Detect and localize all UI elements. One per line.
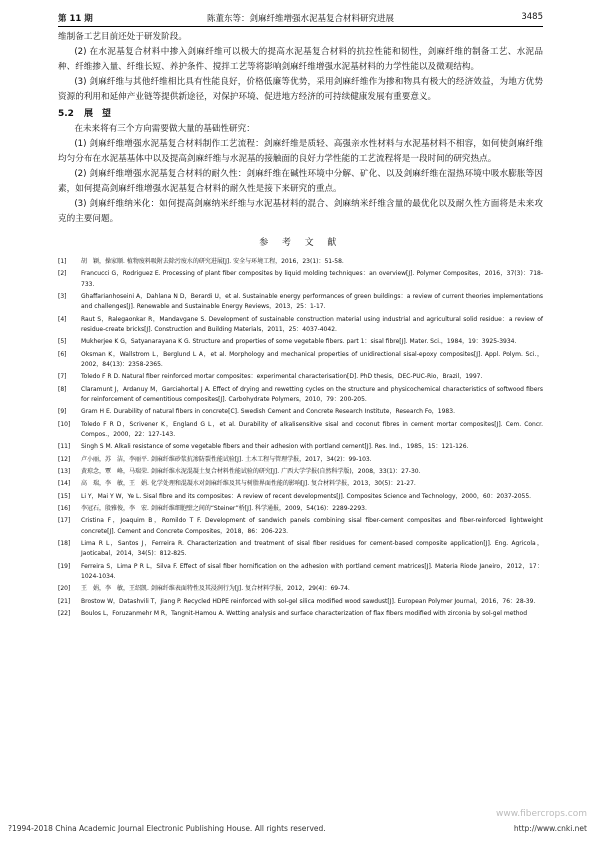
reference-text: Toledo F R D，Scrivener K，England G L，et al. Durability of alkalisensitive sisal and coconut fibres in cement mortar composites[J]. Cem. Concr. Compos.，2000，22：127-143. [81,420,543,438]
reference-text: Gram H E. Durability of natural fibers in concrete[C]. Swedish Cement and Concrete Research Institute，Research Fo，1983. [81,408,455,416]
reference-text: 王 娟，李 敏，王绍凯. 剑麻纤维表面特性及其浸润行为[J]. 复合材料学报，2012，29(4)：69-74. [81,585,350,593]
body-paragraph: 在未来将有三个方向需要做大量的基础性研究： [74,124,255,134]
reference-number: [9] [58,408,67,416]
reference-text: Ghaffarianhoseini A，Dahlana N D，Berardi U，et al. Sustainable energy performances of green buildings：a review of current theories implementations and challenges[J]. Renewable and Sustainable Energy Reviews，2013，25：1-17. [81,292,543,311]
reference-number: [19] [58,562,71,570]
reference-item [58,315,543,335]
reference-item [58,372,543,382]
reference-text: 卢小丽，苏 洁，李丽平. 剑麻纤维砂浆抗渗防裂性能试验[J]. 土木工程与管理学报，2017，34(2)：99-103. [81,455,372,463]
reference-text: Mukherjee K G，Satyanarayana K G. Structure and properties of some vegetable fibers. part 1：sisal fibre[J]. Mater. Sci.，1984，19：3925-3934. [81,338,517,346]
references-title: 参 考 文 献 [259,238,342,248]
reference-item [58,609,543,619]
reference-item [58,350,543,370]
section-heading [58,107,543,122]
body-paragraph: 维制备工艺目前还处于研发阶段。 [58,32,187,42]
reference-number: [8] [58,385,67,393]
reference-text: 黄琼念，覃 峰，马瑞荣. 剑麻纤维水泥混凝土复合材料性能试验的研究[J]. 广西大学学报(自然科学版)，2008，33(1)：27-30. [81,467,421,475]
reference-text: 高 瑞，李 敏，王 娟. 化学处理和混凝水对剑麻纤维及其与树脂界面性能的影响[J]. 复合材料学报，2013，30(5)：21-27. [81,480,416,488]
body-paragraph: (3) 剑麻纤维与其他纤维相比具有性能良好，价格低廉等优势，采用剑麻纤维作为掺和物具有极大的经济效益，为地方优势资源的利用和延伸产业链等提供新途径，对保护环境、促进地方经济的可持续健康发展有重要意义。 [58,77,543,102]
reference-item [58,257,543,267]
body-paragraph: (3) 剑麻纤维纳米化：如何提高剑麻纳米纤维与水泥基材料的混合、剑麻纳米纤维含量的最优化以及耐久性方面将是未来攻克的主要问题。 [58,199,543,224]
reference-number: [12] [58,455,71,463]
conclusion-paragraphs [58,30,543,105]
section-title: 展 望 [83,109,111,119]
reference-text: Raut S，Ralegaonkar R，Mandavgane S. Development of sustainable construction material using industrial and agricultural solid residue：a review of residue-create bricks[J]. Construction and Building Materials，2011，25：4037-4042. [81,315,543,333]
reference-text: Lima R L，Santos J，Ferreira R. Characterization and treatment of sisal fiber residues for cement-based composite application[J]. Eng. Agricola，Jaoticabal，2014，34(5)：812-825. [81,540,543,558]
reference-text: Oksman K，Wallstrom L，Berglund L A，et al. Morphology and mechanical properties of unidirectional sisal-epoxy composites[J]. Appl. Polym. Sci.，2002，84(13)：2358-2365. [81,350,543,368]
article-body [58,30,543,621]
reference-number: [7] [58,373,67,381]
issue-number: 第 11 期 [58,14,93,24]
reference-number: [2] [58,270,67,278]
reference-item [58,467,543,477]
reference-item [58,504,543,514]
reference-number: [11] [58,443,71,451]
reference-text: Claramunt J，Ardanuy M，Garciahortal J A. Effect of drying and rewetting cycles on the structure and physicochemical characteristics of softwood fibers for reinforcement of cementitious composites[J]. Carbohydrate Polymers，2010，79：200-205. [81,385,543,403]
body-paragraph: (2) 剑麻纤维增强水泥基复合材料的耐久性：剑麻纤维在碱性环境中分解、矿化、以及剑麻纤维在湿热环境中吸水膨胀等因素，如何提高剑麻纤维增强水泥基复合材料的耐久性是接下来研究的重点。 [58,169,543,194]
reference-number: [18] [58,540,71,548]
reference-text: Cristina F，Joaquim B，Romildo T F. Development of sandwich panels combining sisal fiber-cement composites and fiber-reinforced lightweight concrete[J]. Cement and Concrete Composites，2018，86：206-223. [81,517,543,535]
cnki-link[interactable]: http://www.cnki.net [513,824,587,833]
reference-text: Ferreira S，Lima P R L，Silva F. Effect of sisal fiber hornification on the adhesion with portland cement matrices[J]. Materia Riode Janeiro，2012，17：1024-1034. [81,562,543,580]
reference-item [58,516,543,536]
reference-number: [17] [58,517,71,525]
reference-text: 胡 颖，操家顺. 植物废料吸附去除污废水的研究进展[J]. 安全与环境工程，2016，23(1)：51-58. [81,258,344,265]
running-title: 陈董东等：剑麻纤维增强水泥基复合材料研究进展 [206,14,394,24]
reference-text: 李冠石，殷雅俊，李 宏. 剑麻纤维细胞壁之间的“Steiner”桥[J]. 科学通报，2009，54(16)：2289-2293. [81,505,367,513]
reference-text: Toledo F R D. Natural fiber reinforced mortar composites：experimental characterisation[D]. PhD thesis，DEC-PUC-Rio，Brazil，1997. [81,373,483,381]
reference-number: [3] [58,292,67,300]
reference-text: Singh S M. Alkali resistance of some vegetable fibers and their adhesion with portland cement[J]. Res. Ind.，1985，15：121-126. [81,443,469,451]
reference-item [58,420,543,440]
page-number: 3485 [521,12,543,22]
reference-text: Boulos L，Foruzanmehr M R，Tangnit-Hamou A. Wetting analysis and surface characterization of flax fibers modified with zirconia by sol-gel method [81,610,528,618]
reference-number: [1] [58,258,67,265]
reference-number: [16] [58,505,71,513]
reference-number: [6] [58,350,67,358]
body-paragraph: (2) 在水泥基复合材料中掺入剑麻纤维可以极大的提高水泥基复合材料的抗拉性能和韧性，剑麻纤维的制备工艺、水泥品种、纤维掺入量、纤维长短、养护条件、搅拌工艺等将影响剑麻纤维增强水泥基材料的力学性能以及微观结构。 [58,47,543,72]
reference-text: Li Y，Mai Y W，Ye L. Sisal fibre and its composites：A review of recent developments[J]. Composites Science and Technology，2000，60：2037-2055. [81,492,532,500]
copyright-notice: ?1994-2018 China Academic Journal Electronic Publishing House. All rights reserved. [8,824,326,833]
reference-number: [21] [58,597,71,605]
reference-number: [20] [58,585,71,593]
reference-item [58,562,543,582]
reference-number: [13] [58,467,71,475]
reference-item [58,597,543,607]
reference-text: Francucci G，Rodriguez E. Processing of plant fiber composites by liquid molding techniques：an overview[J]. Polymer Composites，2016，37(3)：718-733. [81,270,543,288]
reference-item [58,337,543,347]
reference-item [58,584,543,594]
reference-number: [4] [58,315,67,323]
outlook-paragraphs [58,122,543,227]
reference-item [58,479,543,489]
reference-number: [22] [58,610,71,618]
reference-item [58,269,543,289]
page-header [58,8,543,27]
reference-item [58,492,543,502]
reference-item [58,539,543,559]
reference-number: [5] [58,338,67,346]
body-paragraph: (1) 剑麻纤维增强水泥基复合材料制作工艺流程：剑麻纤维是质轻、高强亲水性材料与水泥基材料不相容，如何使剑麻纤维均匀分布在水泥基基体中以及提高剑麻纤维与水泥基的接触面的良好力学性能的工艺流程将是一段时间的研究热点。 [58,139,543,164]
page-footer [8,809,587,836]
reference-number: [14] [58,480,71,488]
reference-list [58,257,543,619]
reference-text: Brostow W，Datashvili T，Jiang P. Recycled HDPE reinforced with sol-gel silica modified wood sawdust[J]. European Polymer Journal，2016，76：28-39. [81,597,536,605]
reference-item [58,407,543,417]
reference-item [58,292,543,312]
reference-number: [10] [58,420,71,428]
reference-item [58,442,543,452]
section-number: 5.2 [58,109,74,119]
site-watermark: www.fibercrops.com [496,809,587,819]
reference-item [58,385,543,405]
reference-number: [15] [58,492,71,500]
reference-item [58,455,543,465]
